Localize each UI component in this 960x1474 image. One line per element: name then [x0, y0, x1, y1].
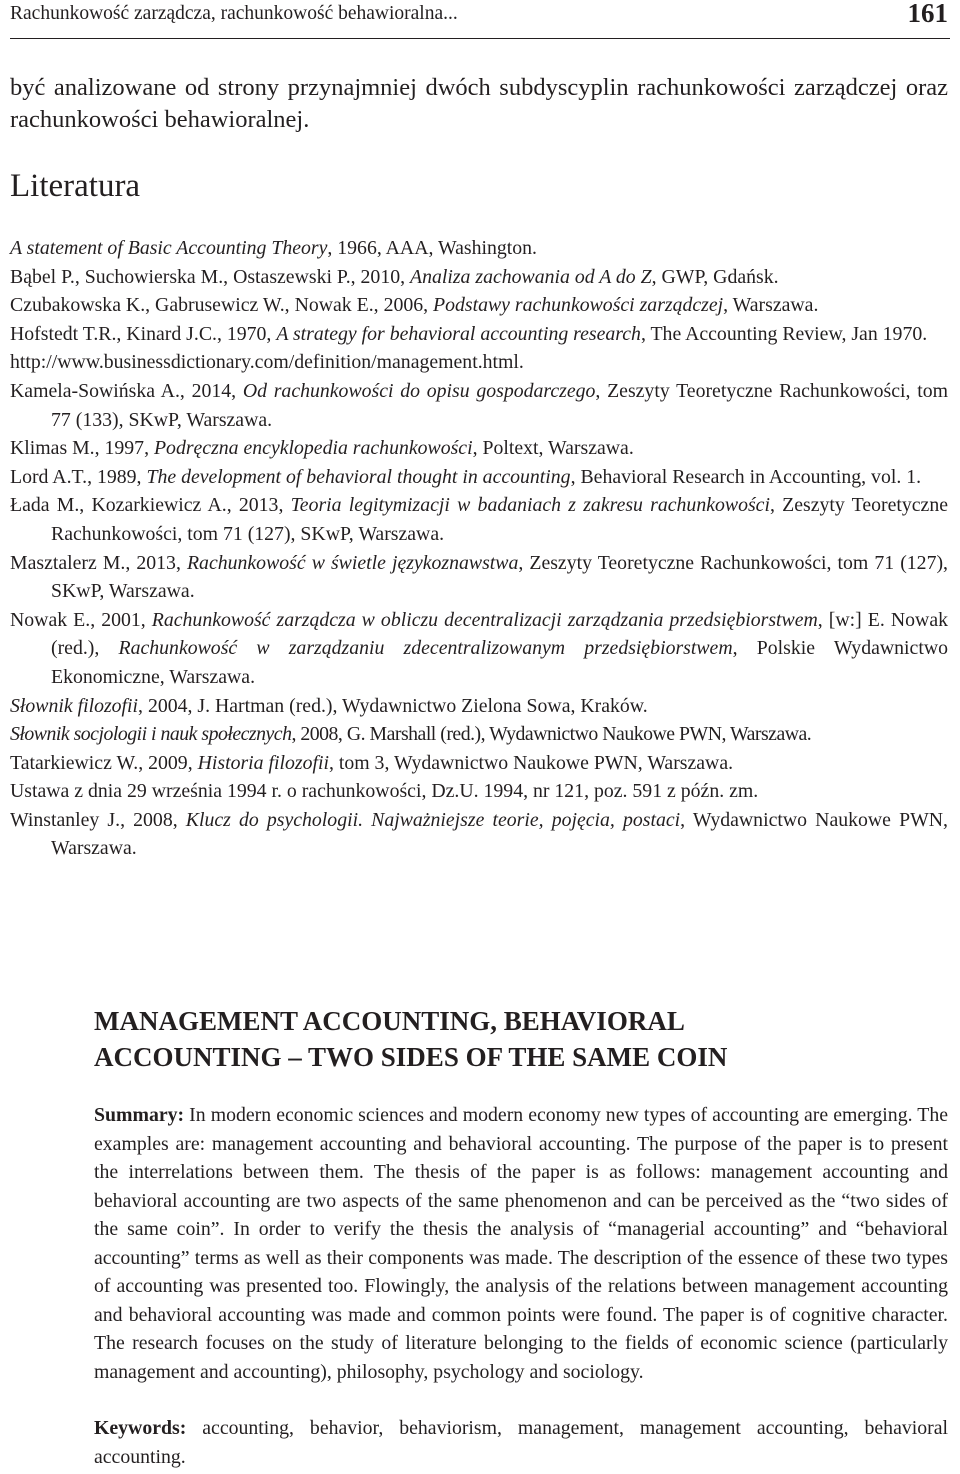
keywords-label: Keywords:	[94, 1417, 187, 1439]
reference-item: Kamela-Sowińska A., 2014, Od rachunkowości do opisu gospodarczego, Zeszyty Teoretyczne Rachunkowości, tom 77 (133), SKwP, Warszawa.	[10, 379, 948, 431]
reference-item: Tatarkiewicz W., 2009, Historia filozofii, tom 3, Wydawnictwo Naukowe PWN, Warszawa.	[10, 751, 734, 774]
page-header	[10, 0, 950, 39]
summary-text: In modern economic sciences and modern economy new types of accounting are emerging. The examples are: management accounting and behavioral accounting. The purpose of the paper is to present the interrelations between them. The thesis of the paper is as follows: management accounting and behavioral accounting are two aspects of the same phenomenon and can be perceived as the “two sides of the same coin”. In order to verify the thesis the analysis of “managerial accounting” and “behavioral accounting” terms as well as their components was made. The description of the essence of these two types of accounting was presented too. Flowingly, the analysis of the relations between management accounting and behavioral accounting was made and common points were found. The paper is of cognitive character. The research focuses on the study of literature belonging to the fields of economic science (particularly management and accounting), philosophy, psychology and sociology.	[94, 1104, 948, 1383]
keywords-text: accounting, behavior, behaviorism, management, management accounting, behavioral accounting.	[94, 1417, 948, 1468]
reference-item: Łada M., Kozarkiewicz A., 2013, Teoria legitymizacji w badaniach z zakresu rachunkowości, Zeszyty Teoretyczne Rachunkowości, tom 71 (127), SKwP, Warszawa.	[10, 494, 948, 545]
literature-heading: Literatura	[10, 168, 141, 204]
reference-item: Klimas M., 1997, Podręczna encyklopedia rachunkowości, Poltext, Warszawa.	[10, 437, 634, 460]
reference-item: Słownik filozofii, 2004, J. Hartman (red.), Wydawnictwo Zielona Sowa, Kraków.	[10, 694, 648, 717]
reference-item: Hofstedt T.R., Kinard J.C., 1970, A strategy for behavioral accounting research, The Accounting Review, Jan 1970.	[10, 322, 928, 345]
page-number: 161	[907, 0, 948, 28]
keywords-paragraph	[94, 1414, 948, 1471]
intro-paragraph: być analizowane od strony przynajmniej dwóch subdyscyplin rachunkowości zarządczej oraz rachunkowości behawioralnej.	[10, 74, 948, 133]
reference-item: Słownik socjologii i nauk społecznych, 2008, G. Marshall (red.), Wydawnictwo Naukowe PWN, Warszawa.	[10, 723, 812, 746]
english-title-line: ACCOUNTING – TWO SIDES OF THE SAME COIN	[94, 1042, 728, 1072]
english-title-line: MANAGEMENT ACCOUNTING, BEHAVIORAL	[94, 1006, 685, 1036]
reference-item: Ustawa z dnia 29 września 1994 r. o rachunkowości, Dz.U. 1994, nr 121, poz. 591 z późn. zm.	[10, 780, 759, 803]
reference-item: Nowak E., 2001, Rachunkowość zarządcza w obliczu decentralizacji zarządzania przedsiębiorstwem, [w:] E. Nowak (red.), Rachunkowość w zarządzaniu zdecentralizowanym przedsiębiorstwem, Polskie Wydawnictwo Ekonomiczne, Warszawa.	[10, 608, 948, 688]
reference-list	[10, 234, 948, 863]
summary-label: Summary:	[94, 1104, 185, 1126]
reference-item: Czubakowska K., Gabrusewicz W., Nowak E., 2006, Podstawy rachunkowości zarządczej, Warszawa.	[10, 294, 819, 317]
reference-item: Lord A.T., 1989, The development of behavioral thought in accounting, Behavioral Research in Accounting, vol. 1.	[10, 465, 922, 488]
reference-item: Masztalerz M., 2013, Rachunkowość w świetle językoznawstwa, Zeszyty Teoretyczne Rachunkowości, tom 71 (127), SKwP, Warszawa.	[10, 551, 948, 603]
running-head: Rachunkowość zarządcza, rachunkowość behawioralna...	[10, 3, 458, 24]
reference-item: A statement of Basic Accounting Theory, 1966, AAA, Washington.	[10, 237, 537, 259]
reference-item: http://www.businessdictionary.com/definition/management.html.	[10, 351, 524, 374]
reference-item: Winstanley J., 2008, Klucz do psychologii. Najważniejsze teorie, pojęcia, postaci, Wydawnictwo Naukowe PWN, Warszawa.	[10, 808, 948, 860]
english-title	[94, 1003, 727, 1075]
summary-paragraph	[94, 1101, 948, 1386]
reference-item: Bąbel P., Suchowierska M., Ostaszewski P., 2010, Analiza zachowania od A do Z, GWP, Gdańsk.	[10, 265, 779, 288]
